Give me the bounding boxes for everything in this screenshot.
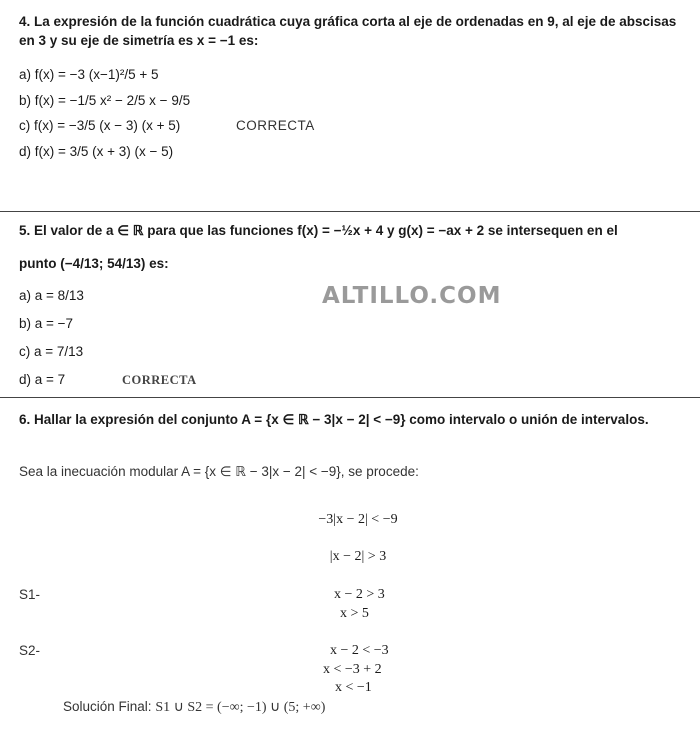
q6-eq2: |x − 2| > 3 [329, 549, 387, 564]
q5-option-a: a) a = 8/13 [19, 288, 84, 303]
q5-line2: punto (−4/13; 54/13) es: [19, 256, 169, 271]
q6-s1-line1: x − 2 > 3 [334, 587, 385, 602]
q6-eq1: −3|x − 2| < −9 [318, 512, 398, 527]
q4-option-b: b) f(x) = −1/5 x² − 2/5 x − 9/5 [19, 93, 191, 108]
q5-option-c: c) a = 7/13 [19, 344, 84, 359]
q4-line2: en 3 y su eje de simetría es x = −1 es: [19, 33, 259, 48]
q6-s2-line1: x − 2 < −3 [330, 643, 389, 658]
q6-intro: Sea la inecuación modular A = {x ∈ ℝ − 3|x − 2| < −9}, se procede: [19, 464, 419, 479]
q4-line1: 4. La expresión de la función cuadrática cuya gráfica corta al eje de ordenadas en 9, al eje de abscisas [19, 14, 677, 29]
q6-final [63, 699, 325, 716]
watermark: ALTILLO.COM [322, 283, 502, 309]
q6-s2-line3: x < −1 [335, 680, 372, 695]
q4-option-a: a) f(x) = −3 (x−1)²/5 + 5 [19, 67, 159, 82]
q6-s1-line2: x > 5 [340, 606, 369, 621]
q5-option-b: b) a = −7 [19, 316, 74, 331]
q6-final-label: Solución Final: [63, 699, 156, 714]
q6-s2-label: S2- [19, 643, 41, 658]
q4-option-c: c) f(x) = −3/5 (x − 3) (x + 5) [19, 118, 181, 133]
q6-final-expr: S1 ∪ S2 = (−∞; −1) ∪ (5; +∞) [155, 700, 326, 715]
q6-title: 6. Hallar la expresión del conjunto A = {x ∈ ℝ − 3|x − 2| < −9} como intervalo o unión de intervalos. [19, 412, 649, 427]
divider-1 [0, 211, 700, 212]
q6-s2-line2: x < −3 + 2 [323, 662, 382, 677]
q5-line1: 5. El valor de a ∈ ℝ para que las funciones f(x) = −½x + 4 y g(x) = −ax + 2 se intersequen en el [19, 223, 618, 238]
q5-option-d: d) a = 7 [19, 372, 66, 387]
q4-option-d: d) f(x) = 3/5 (x + 3) (x − 5) [19, 144, 174, 159]
divider-2 [0, 397, 700, 398]
q6-s1-label: S1- [19, 587, 41, 602]
q4-correct-label: CORRECTA [236, 118, 315, 133]
q5-correct-label: CORRECTA [122, 373, 197, 387]
